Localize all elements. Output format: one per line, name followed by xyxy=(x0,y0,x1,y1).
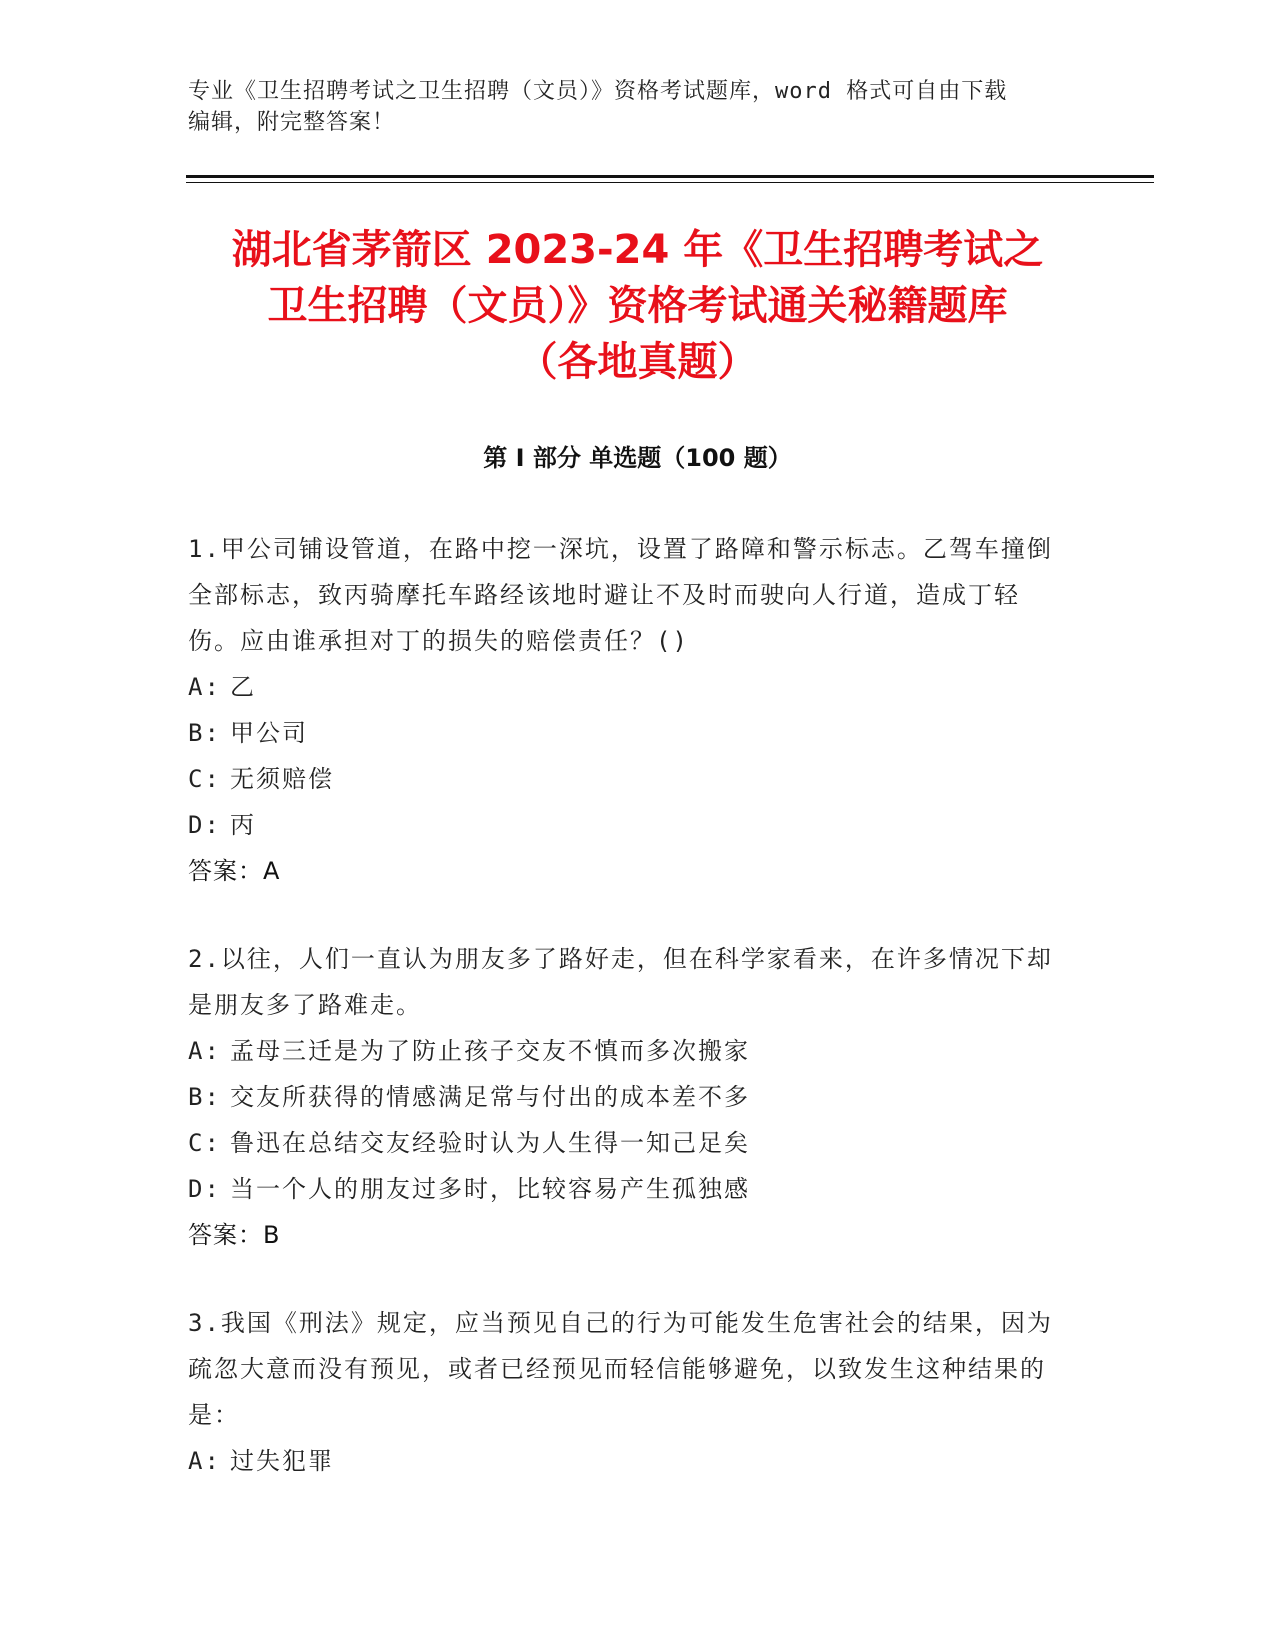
document-title xyxy=(160,222,1115,390)
option-key: B: xyxy=(188,719,221,747)
option-a xyxy=(188,664,1068,710)
option-text: 孟母三迁是为了防止孩子交友不慎而多次搬家 xyxy=(230,1037,750,1065)
header-rule-thick xyxy=(186,175,1154,178)
header-note-line-1: 专业《卫生招聘考试之卫生招聘（文员）》资格考试题库，word 格式可自由下载 xyxy=(188,79,1008,104)
header-note xyxy=(188,76,1088,138)
header-rule-thin xyxy=(186,182,1154,183)
header-note-line-2: 编辑，附完整答案！ xyxy=(188,110,396,135)
question-stem: 2.以往，人们一直认为朋友多了路好走，但在科学家看来，在许多情况下却是朋友多了路难走。 xyxy=(188,945,1053,1019)
option-key: B: xyxy=(188,1083,221,1111)
option-key: A: xyxy=(188,1447,221,1475)
option-c xyxy=(188,1120,1068,1166)
answer: 答案：B xyxy=(188,1221,281,1249)
option-key: D: xyxy=(188,811,221,839)
option-text: 当一个人的朋友过多时，比较容易产生孤独感 xyxy=(230,1175,750,1203)
option-key: D: xyxy=(188,1175,221,1203)
question-stem: 1.甲公司铺设管道，在路中挖一深坑，设置了路障和警示标志。乙驾车撞倒全部标志，致丙骑摩托车路经该地时避让不及时而驶向人行道，造成丁轻伤。应由谁承担对丁的损失的赔偿责任？() xyxy=(188,535,1053,655)
title-line-2: 卫生招聘（文员）》资格考试通关秘籍题库 xyxy=(267,283,1008,329)
option-text: 丙 xyxy=(230,811,256,839)
option-text: 过失犯罪 xyxy=(230,1447,334,1475)
title-line-1: 湖北省茅箭区 2023-24 年《卫生招聘考试之 xyxy=(231,227,1044,273)
option-key: A: xyxy=(188,673,221,701)
option-d xyxy=(188,1166,1068,1212)
option-d xyxy=(188,802,1068,848)
title-line-3: （各地真题） xyxy=(517,339,758,385)
question-1 xyxy=(188,526,1068,894)
question-2 xyxy=(188,936,1068,1258)
question-stem: 3.我国《刑法》规定，应当预见自己的行为可能发生危害社会的结果，因为疏忽大意而没有预见，或者已经预见而轻信能够避免，以致发生这种结果的是： xyxy=(188,1309,1053,1429)
option-text: 无须赔偿 xyxy=(230,765,334,793)
option-b xyxy=(188,1074,1068,1120)
option-key: A: xyxy=(188,1037,221,1065)
option-key: C: xyxy=(188,1129,221,1157)
option-text: 交友所获得的情感满足常与付出的成本差不多 xyxy=(230,1083,750,1111)
option-a xyxy=(188,1438,1068,1484)
option-text: 甲公司 xyxy=(230,719,308,747)
answer: 答案：A xyxy=(188,857,281,885)
option-key: C: xyxy=(188,765,221,793)
option-text: 鲁迅在总结交友经验时认为人生得一知己足矣 xyxy=(230,1129,750,1157)
question-3 xyxy=(188,1300,1068,1484)
option-a xyxy=(188,1028,1068,1074)
option-text: 乙 xyxy=(230,673,256,701)
option-c xyxy=(188,756,1068,802)
option-b xyxy=(188,710,1068,756)
section-title: 第 I 部分 单选题（100 题） xyxy=(483,444,792,472)
question-list xyxy=(188,526,1068,1526)
